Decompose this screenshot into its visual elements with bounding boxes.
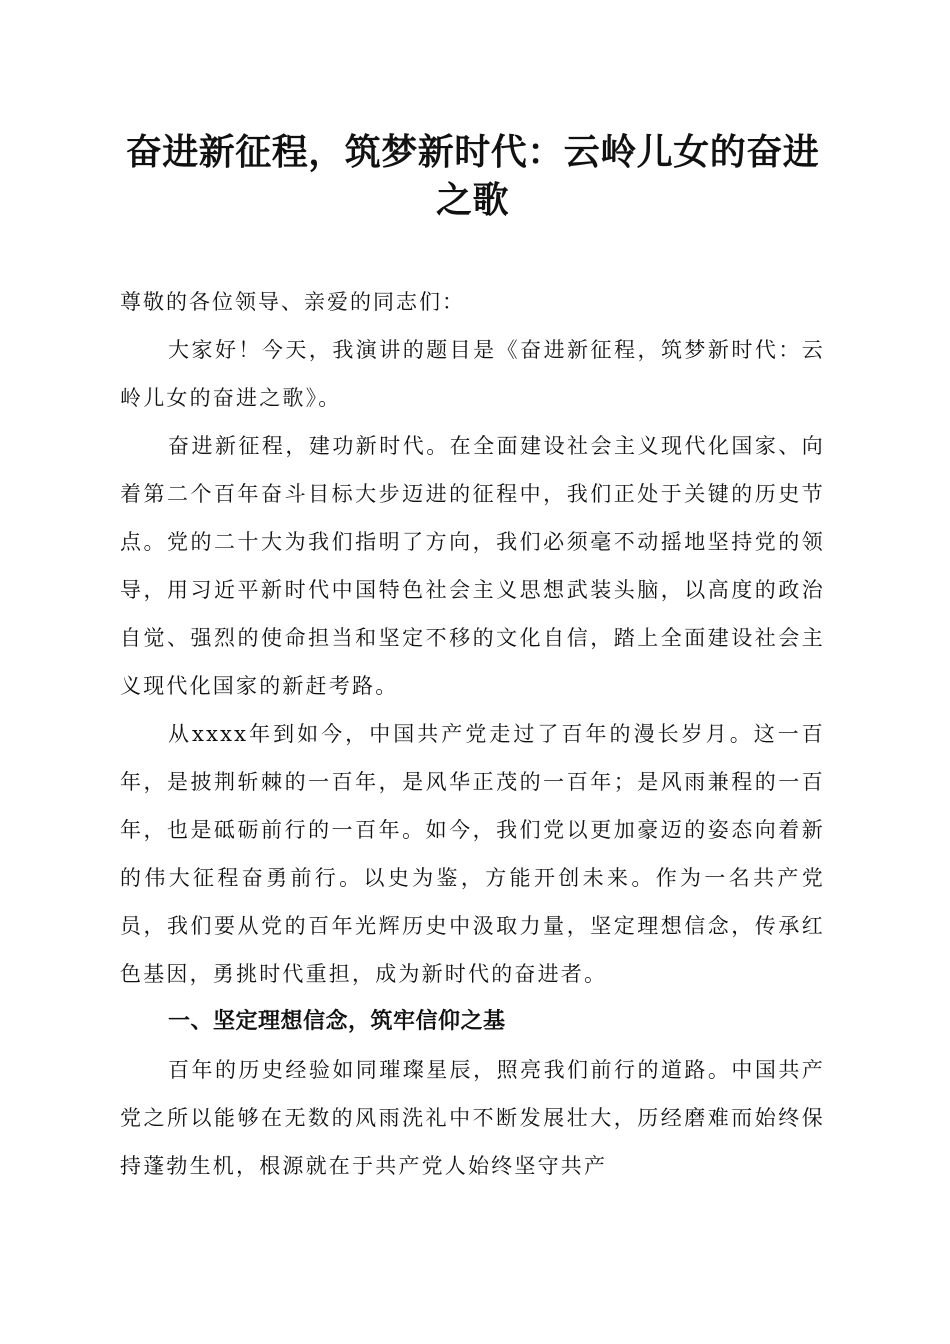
document-page: [120, 128, 825, 1190]
paragraph-greeting: 大家好！今天，我演讲的题目是《奋进新征程，筑梦新时代：云岭儿女的奋进之歌》。: [120, 338, 825, 410]
paragraph-section-one: 百年的历史经验如同璀璨星辰，照亮我们前行的道路。中国共产党之所以能够在无数的风雨洗礼中不断发展壮大，历经磨难而始终保持蓬勃生机，根源就在于共产党人始终坚守共产: [120, 1058, 825, 1178]
paragraph-new-journey: 奋进新征程，建功新时代。在全面建设社会主义现代化国家、向着第二个百年奋斗目标大步迈进的征程中，我们正处于关键的历史节点。党的二十大为我们指明了方向，我们必须毫不动摇地坚持党的领导，用习近平新时代中国特色社会主义思想武装头脑，以高度的政治自觉、强烈的使命担当和坚定不移的文化自信，踏上全面建设社会主义现代化国家的新赶考路。: [120, 434, 825, 698]
document-title: 奋进新征程，筑梦新时代：云岭儿女的奋进之歌: [125, 131, 820, 221]
salutation: 尊敬的各位领导、亲爱的同志们：: [120, 290, 465, 314]
paragraph-party-history: 从xxxx年到如今，中国共产党走过了百年的漫长岁月。这一百年，是披荆斩棘的一百年，是风华正茂的一百年；是风雨兼程的一百年，也是砥砺前行的一百年。如今，我们党以更加豪迈的姿态向着新的伟大征程奋勇前行。以史为鉴，方能开创未来。作为一名共产党员，我们要从党的百年光辉历史中汲取力量，坚定理想信念，传承红色基因，勇挑时代重担，成为新时代的奋进者。: [120, 722, 825, 986]
section-heading: 一、坚定理想信念，筑牢信仰之基: [168, 1009, 506, 1034]
